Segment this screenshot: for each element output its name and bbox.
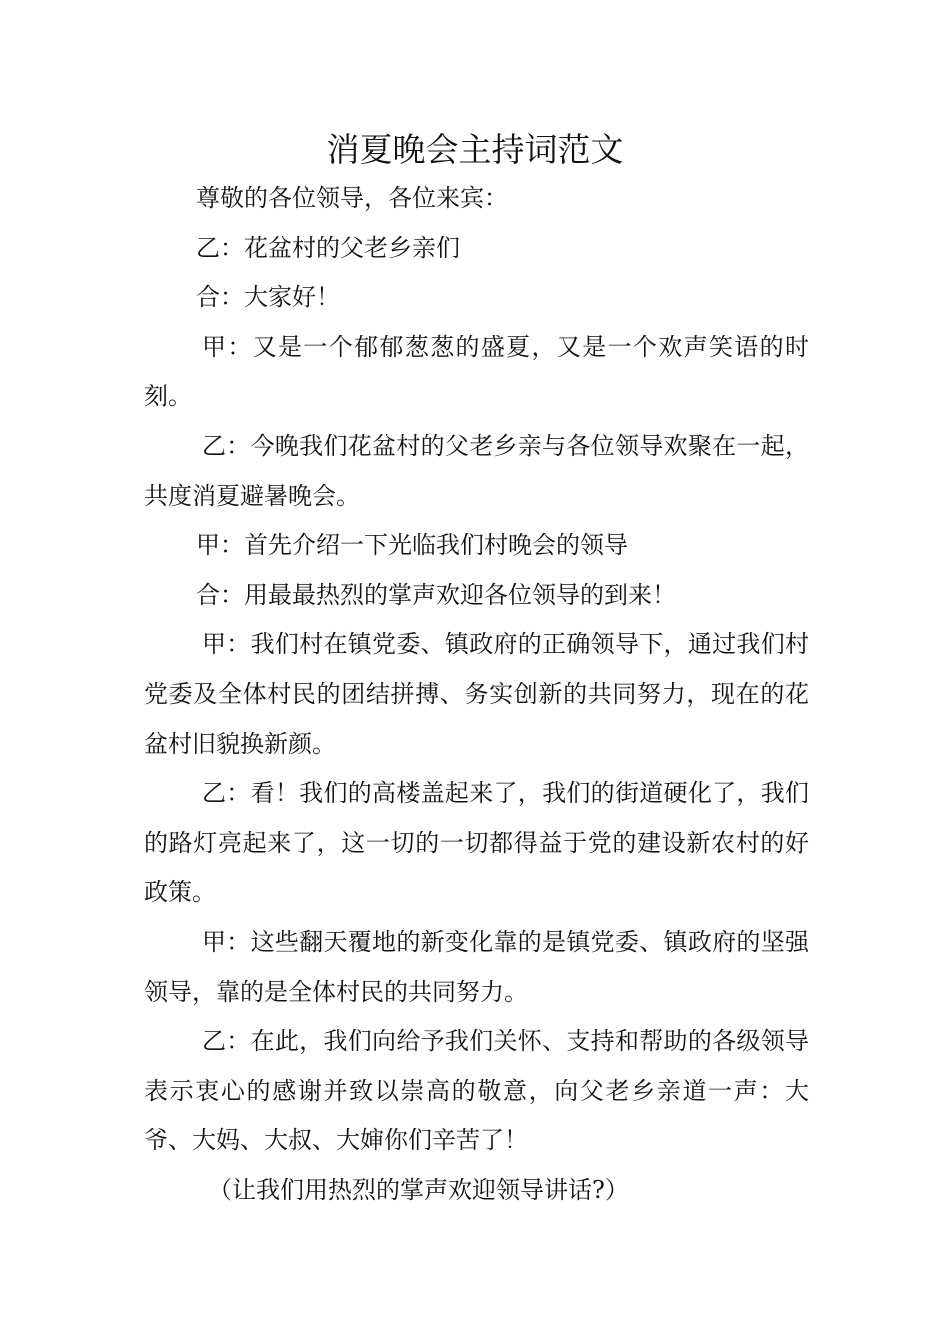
paragraph-yi-1: 乙：花盆村的父老乡亲们: [196, 233, 460, 262]
paragraph-greeting: 尊敬的各位领导，各位来宾：: [196, 184, 508, 212]
paragraph-jia-1: 甲：又是一个郁郁葱葱的盛夏，又是一个欢声笑语的时刻。: [144, 332, 809, 411]
paragraph-yi-3: 乙：看！我们的高楼盖起来了，我们的街道硬化了，我们的路灯亮起来了，这一切的一切都得益于党的建设新农村的好政策。: [144, 779, 809, 907]
paragraph-jia-3: 甲：我们村在镇党委、镇政府的正确领导下，通过我们村党委及全体村民的团结拼搏、务实创新的共同努力，现在的花盆村旧貌换新颜。: [144, 630, 809, 758]
paragraph-he-2: 合：用最最热烈的掌声欢迎各位领导的到来！: [196, 580, 676, 609]
paragraph-stage-note: （让我们用热烈的掌声欢迎领导讲话?）: [208, 1175, 629, 1204]
paragraph-jia-4: 甲：这些翻天覆地的新变化靠的是镇党委、镇政府的坚强领导，靠的是全体村民的共同努力。: [144, 927, 809, 1006]
document-body: [144, 174, 809, 1215]
document-title: 消夏晚会主持词范文: [326, 130, 624, 169]
paragraph-he-1: 合：大家好！: [196, 283, 340, 312]
paragraph-yi-4: 乙：在此，我们向给予我们关怀、支持和帮助的各级领导表示衷心的感谢并致以崇高的敬意，向父老乡亲道一声：大爷、大妈、大叔、大婶你们辛苦了！: [144, 1027, 809, 1155]
paragraph-yi-2: 乙：今晚我们花盆村的父老乡亲与各位领导欢聚在一起，共度消夏避暑晚会。: [144, 431, 809, 510]
paragraph-jia-2: 甲：首先介绍一下光临我们村晚会的领导: [196, 531, 628, 560]
